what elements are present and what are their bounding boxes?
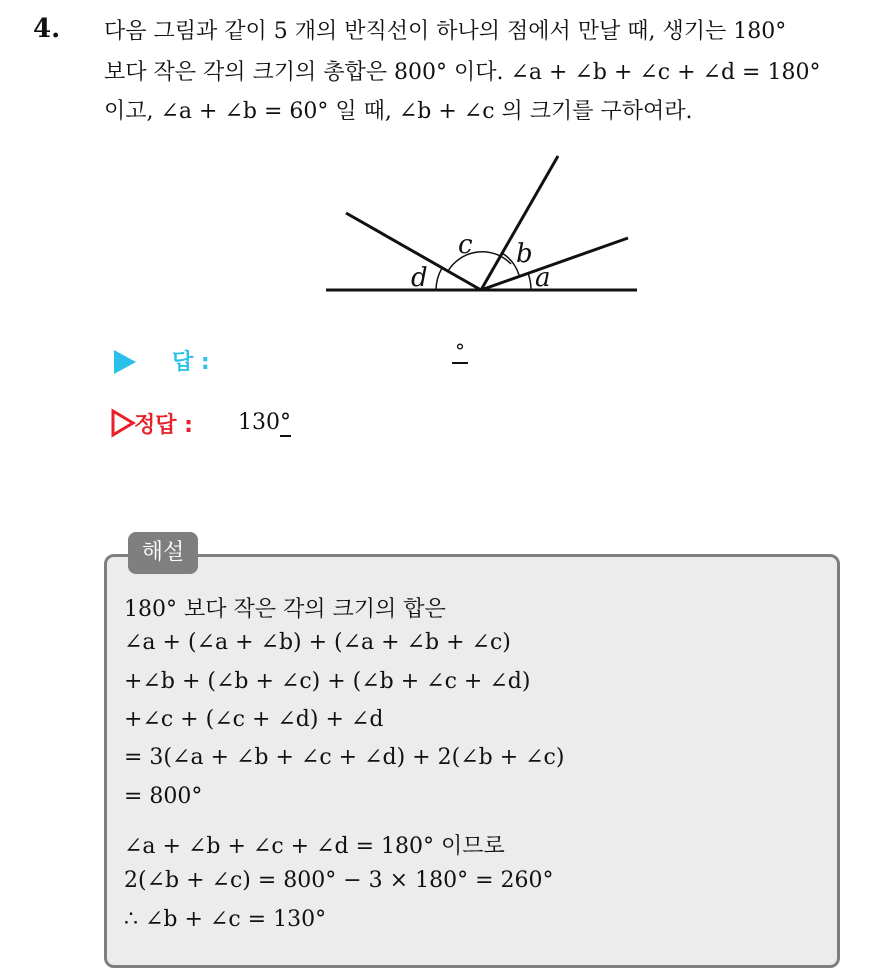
ray-a (481, 238, 628, 290)
answer-label: 답 : (172, 350, 210, 375)
question-line-2: 보다 작은 각의 크기의 총합은 800° 이다. ∠a + ∠b + ∠c + ∠d = 180° (104, 60, 821, 85)
solution-line-6: = 800° (124, 784, 203, 809)
solution-line-3: +∠b + (∠b + ∠c) + (∠b + ∠c + ∠d) (124, 669, 531, 694)
correct-number: 130 (238, 410, 280, 435)
solution-line-7: ∠a + ∠b + ∠c + ∠d = 180° 이므로 (124, 834, 505, 859)
arc-d (436, 268, 442, 290)
label-c: c (458, 230, 473, 260)
solution-line-8: 2(∠b + ∠c) = 800° − 3 × 180° = 260° (124, 868, 554, 893)
solution-line-2: ∠a + (∠a + ∠b) + (∠a + ∠b + ∠c) (124, 630, 511, 655)
correct-value (238, 410, 291, 435)
play-triangle-icon (112, 348, 138, 376)
answer-blank[interactable]: ° (452, 340, 468, 364)
correct-label: 정답 : (134, 413, 193, 438)
solution-line-1: 180° 보다 작은 각의 크기의 합은 (124, 597, 446, 622)
label-d: d (411, 263, 428, 293)
solution-line-9: ∴ ∠b + ∠c = 130° (124, 907, 327, 932)
question-line-1: 다음 그림과 같이 5 개의 반직선이 하나의 점에서 만날 때, 생기는 180° (104, 19, 787, 44)
solution-tag: 해설 (128, 532, 198, 574)
arc-a (528, 273, 531, 290)
label-b: b (516, 239, 533, 269)
label-a: a (535, 263, 551, 293)
correct-unit: ° (280, 410, 291, 435)
solution-line-5: = 3(∠a + ∠b + ∠c + ∠d) + 2(∠b + ∠c) (124, 745, 565, 770)
question-line-3: 이고, ∠a + ∠b = 60° 일 때, ∠b + ∠c 의 크기를 구하여라. (104, 99, 693, 124)
outline-triangle-icon (110, 408, 136, 438)
solution-line-4: +∠c + (∠c + ∠d) + ∠d (124, 707, 384, 732)
question-number: 4. (33, 14, 61, 44)
